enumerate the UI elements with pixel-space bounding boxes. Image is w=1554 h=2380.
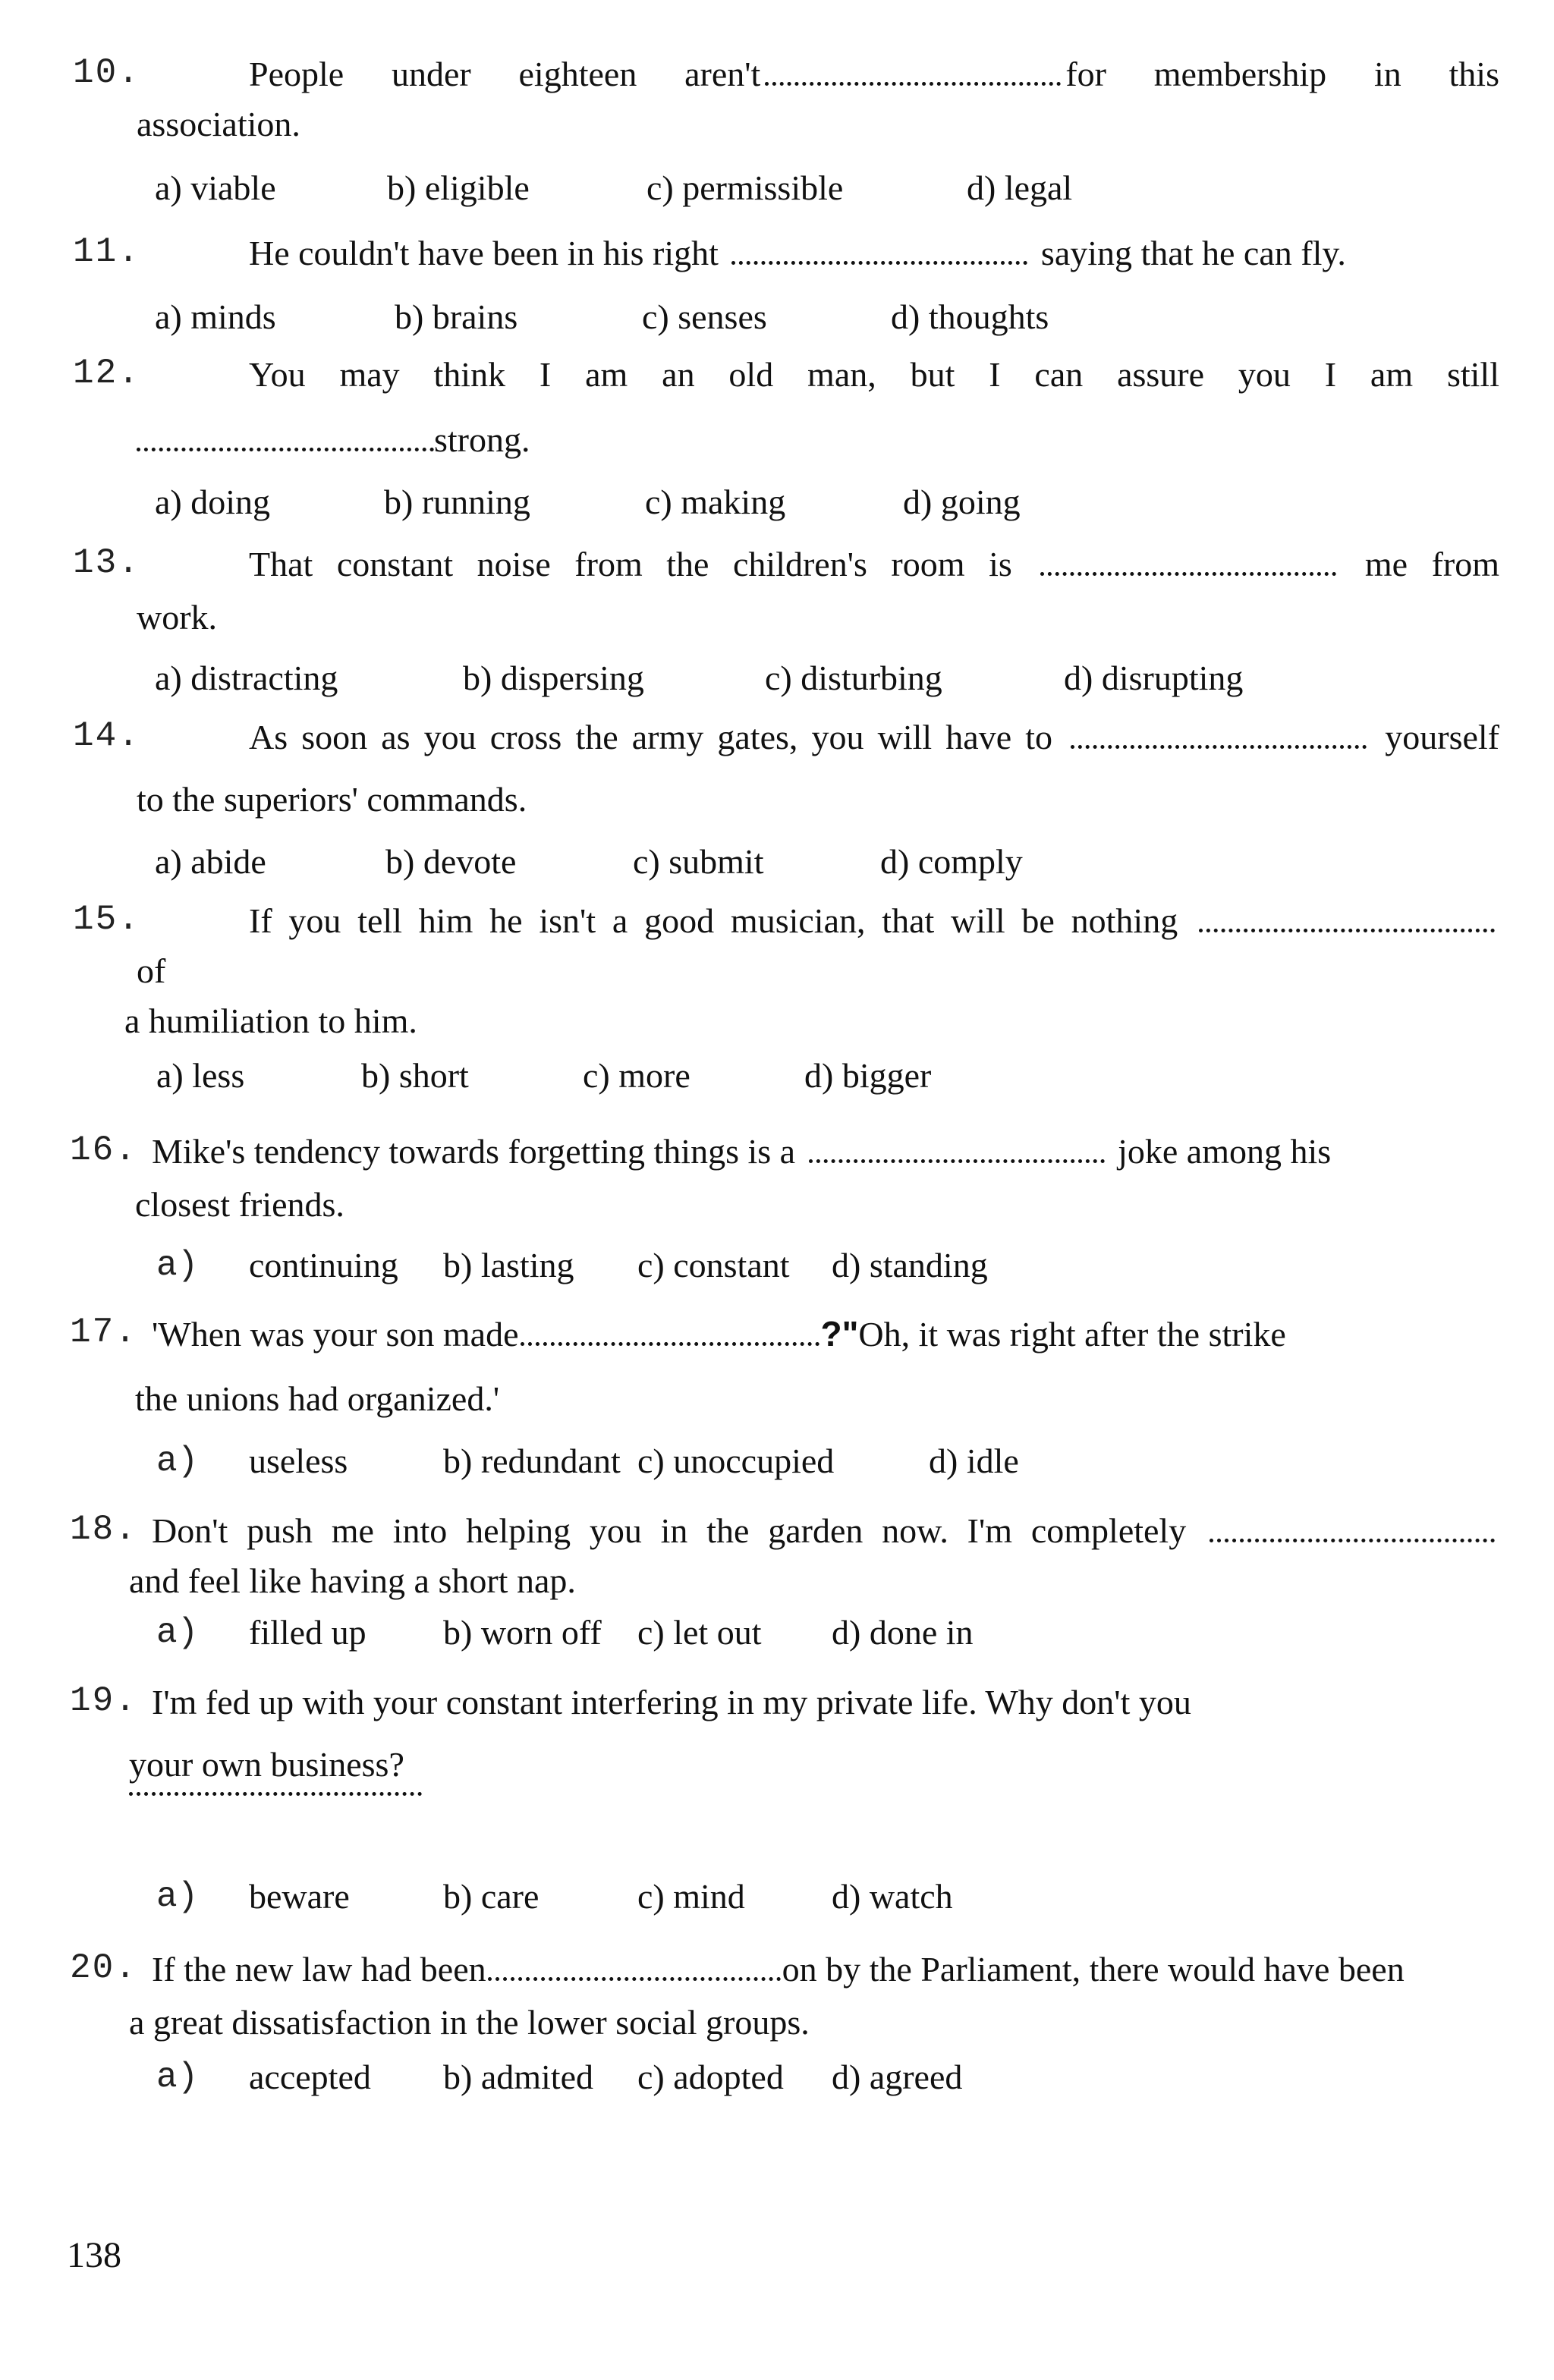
question-number: 11. (73, 232, 140, 272)
question-stem-line-1: I'm fed up with your constant interfering in my private life. Why don't you (152, 1683, 1191, 1721)
option-d: d) done in (832, 1613, 974, 1652)
question-stem-line-1: Mike's tendency towards forgetting things is a joke among his (152, 1124, 1396, 1179)
answer-blank (731, 231, 1027, 265)
question-number: 15. (73, 900, 140, 939)
option-c: c) let out (637, 1613, 762, 1652)
option-c: c) permissible (646, 168, 844, 207)
option-d: d) idle (929, 1442, 1019, 1480)
question-stem-line-2: and feel like having a short nap. (129, 1561, 576, 1600)
question-stem-line-1: 'When was your son made ?"Oh, it was right after the strike (152, 1306, 1396, 1362)
option-c: c) more (583, 1056, 690, 1095)
option-d: d) going (903, 483, 1021, 521)
question-stem-line-1: As soon as you cross the army gates, you will have to yourself (137, 710, 1499, 765)
question-stem-line-2: to the superiors' commands. (137, 780, 527, 819)
question-number: 10. (73, 53, 140, 93)
option-b: b) redundant (443, 1442, 621, 1480)
options-row (152, 1607, 1518, 1658)
question-stem-line-2: your own business? (129, 1745, 404, 1784)
option-b: b) dispersing (463, 659, 644, 697)
question-number: 12. (73, 354, 140, 393)
question-stem-line-2: of (137, 951, 166, 990)
question-stem-line-1: If the new law had been on by the Parliament, there would have been (152, 1942, 1499, 1997)
option-a-label: a) (156, 1613, 199, 1652)
question-stem-line-1: If you tell him he isn't a good musician, that will be nothing (137, 894, 1499, 948)
option-b: b) brains (395, 297, 518, 336)
question-stem-line-1: People under eighteen aren't for membership in this (137, 47, 1499, 102)
option-a: useless (249, 1442, 348, 1480)
options-row (152, 291, 1518, 343)
options-row (152, 836, 1518, 888)
question-number: 16. (70, 1130, 137, 1170)
option-c: c) submit (633, 842, 764, 881)
answer-blank (1071, 715, 1367, 749)
option-a: a) viable (155, 168, 276, 207)
question-stem-line-2: the unions had organized.' (135, 1379, 500, 1418)
option-c: c) constant (637, 1246, 790, 1284)
options-row (152, 2051, 1518, 2103)
question-stem-line-2: strong. (137, 413, 1499, 467)
option-b: b) admited (443, 2058, 593, 2096)
answer-blank (1210, 1508, 1495, 1542)
option-d: d) legal (967, 168, 1073, 207)
options-row (152, 1435, 1518, 1487)
question-stem-line-3: a humiliation to him. (124, 1001, 417, 1040)
option-b: b) eligible (387, 168, 530, 207)
option-a: a) abide (155, 842, 266, 881)
option-c: c) senses (642, 297, 767, 336)
option-b: b) care (443, 1877, 539, 1916)
answer-blank (129, 1784, 422, 1796)
question-number: 14. (73, 716, 140, 756)
option-a: filled up (249, 1613, 366, 1652)
options-row (152, 1240, 1518, 1291)
question-stem-line-2: association. (137, 105, 300, 143)
question-stem-line-1: Don't push me into helping you in the garden now. I'm completely (152, 1504, 1499, 1558)
option-a: continuing (249, 1246, 398, 1284)
option-a-label: a) (156, 1442, 199, 1481)
option-c: c) making (645, 483, 786, 521)
option-c: c) disturbing (765, 659, 942, 697)
answer-blank (137, 417, 434, 451)
answer-blank (809, 1129, 1105, 1163)
option-b: b) lasting (443, 1246, 574, 1284)
option-a: a) minds (155, 297, 276, 336)
option-a: a) less (156, 1056, 245, 1095)
question-stem-line-2: a great dissatisfaction in the lower social groups. (129, 2003, 810, 2042)
question-stem-line-2: work. (137, 598, 218, 637)
answer-blank (488, 1947, 781, 1981)
answer-blank (1199, 898, 1495, 932)
option-d: d) disrupting (1064, 659, 1244, 697)
option-a: a) doing (155, 483, 271, 521)
option-c: c) unoccupied (637, 1442, 835, 1480)
answer-blank (521, 1312, 819, 1346)
option-d: d) watch (832, 1877, 953, 1916)
question-stem-line-1: You may think I am an old man, but I can assure you I am still (249, 355, 1499, 394)
question-number: 20. (70, 1948, 137, 1988)
option-b: b) devote (385, 842, 517, 881)
question-stem-line-1: That constant noise from the children's room is me from (137, 537, 1499, 592)
option-a-label: a) (156, 1877, 199, 1916)
option-b: b) running (384, 483, 530, 521)
option-d: d) agreed (832, 2058, 963, 2096)
options-row (152, 1050, 1518, 1102)
option-b: b) short (361, 1056, 469, 1095)
question-number: 17. (70, 1313, 137, 1352)
question-number: 13. (73, 543, 140, 583)
option-d: d) comply (880, 842, 1023, 881)
option-a: accepted (249, 2058, 371, 2096)
options-row (152, 162, 1518, 214)
option-d: d) bigger (804, 1056, 932, 1095)
option-a-label: a) (156, 1246, 199, 1285)
question-number: 19. (70, 1681, 137, 1721)
option-c: c) mind (637, 1877, 745, 1916)
options-row (152, 652, 1518, 704)
option-a-label: a) (156, 2058, 199, 2097)
option-b: b) worn off (443, 1613, 602, 1652)
option-a: a) distracting (155, 659, 338, 697)
question-stem-line-2: closest friends. (135, 1185, 344, 1224)
answer-blank (1040, 542, 1336, 576)
option-d: d) standing (832, 1246, 988, 1284)
question-stem: He couldn't have been in his right saying that he can fly. (137, 226, 1499, 281)
options-row (152, 476, 1518, 528)
question-number: 18. (70, 1510, 137, 1549)
option-d: d) thoughts (891, 297, 1049, 336)
page-number: 138 (67, 2235, 121, 2275)
options-row (152, 1871, 1518, 1923)
answer-blank (765, 52, 1061, 86)
option-c: c) adopted (637, 2058, 784, 2096)
option-a: beware (249, 1877, 350, 1916)
